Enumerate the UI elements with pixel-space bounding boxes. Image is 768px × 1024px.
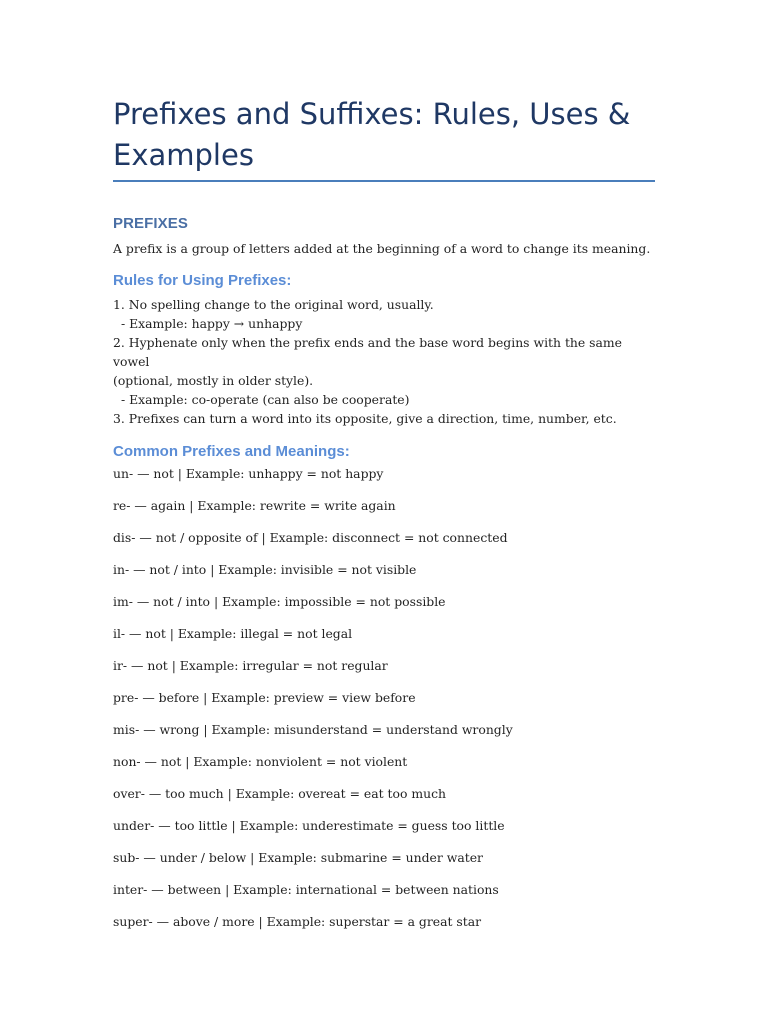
prefix-item: il- — not | Example: illegal = not legal [113,626,353,641]
prefix-item: non- — not | Example: nonviolent = not violent [113,754,408,769]
rule-line: 2. Hyphenate only when the prefix ends and the base word begins with the same vowel [113,335,622,369]
prefix-item: under- — too little | Example: underestimate = guess too little [113,818,505,833]
rules-list [113,295,655,428]
document-title: Prefixes and Suffixes: Rules, Uses & Examples [113,97,631,172]
prefix-list [113,464,655,944]
prefix-item: ir- — not | Example: irregular = not regular [113,658,388,673]
prefix-item: over- — too much | Example: overeat = eat too much [113,786,447,801]
prefix-item: super- — above / more | Example: superstar = a great star [113,914,482,929]
prefix-item: re- — again | Example: rewrite = write again [113,498,396,513]
rule-line-continuation: (optional, mostly in older style). [113,373,314,388]
prefix-item: sub- — under / below | Example: submarine = under water [113,850,483,865]
rules-heading: Rules for Using Prefixes: [113,272,292,289]
rule-example-line: - Example: happy → unhappy [121,316,303,331]
prefix-item: im- — not / into | Example: impossible = not possible [113,594,446,609]
common-prefixes-heading: Common Prefixes and Meanings: [113,443,350,460]
rule-line: 3. Prefixes can turn a word into its opposite, give a direction, time, number, etc. [113,411,617,426]
prefix-item: in- — not / into | Example: invisible = not visible [113,562,417,577]
prefix-item: dis- — not / opposite of | Example: disconnect = not connected [113,530,508,545]
prefix-item: inter- — between | Example: international = between nations [113,882,499,897]
rule-line: 1. No spelling change to the original word, usually. [113,297,434,312]
prefix-item: pre- — before | Example: preview = view before [113,690,416,705]
prefix-item: mis- — wrong | Example: misunderstand = understand wrongly [113,722,513,737]
prefix-definition: A prefix is a group of letters added at the beginning of a word to change its meaning. [113,241,651,256]
document-page [113,94,655,944]
section-heading-prefixes: PREFIXES [113,215,188,232]
prefix-item: un- — not | Example: unhappy = not happy [113,466,384,481]
title-divider [113,180,655,182]
rule-example-line: - Example: co-operate (can also be cooperate) [121,392,410,407]
